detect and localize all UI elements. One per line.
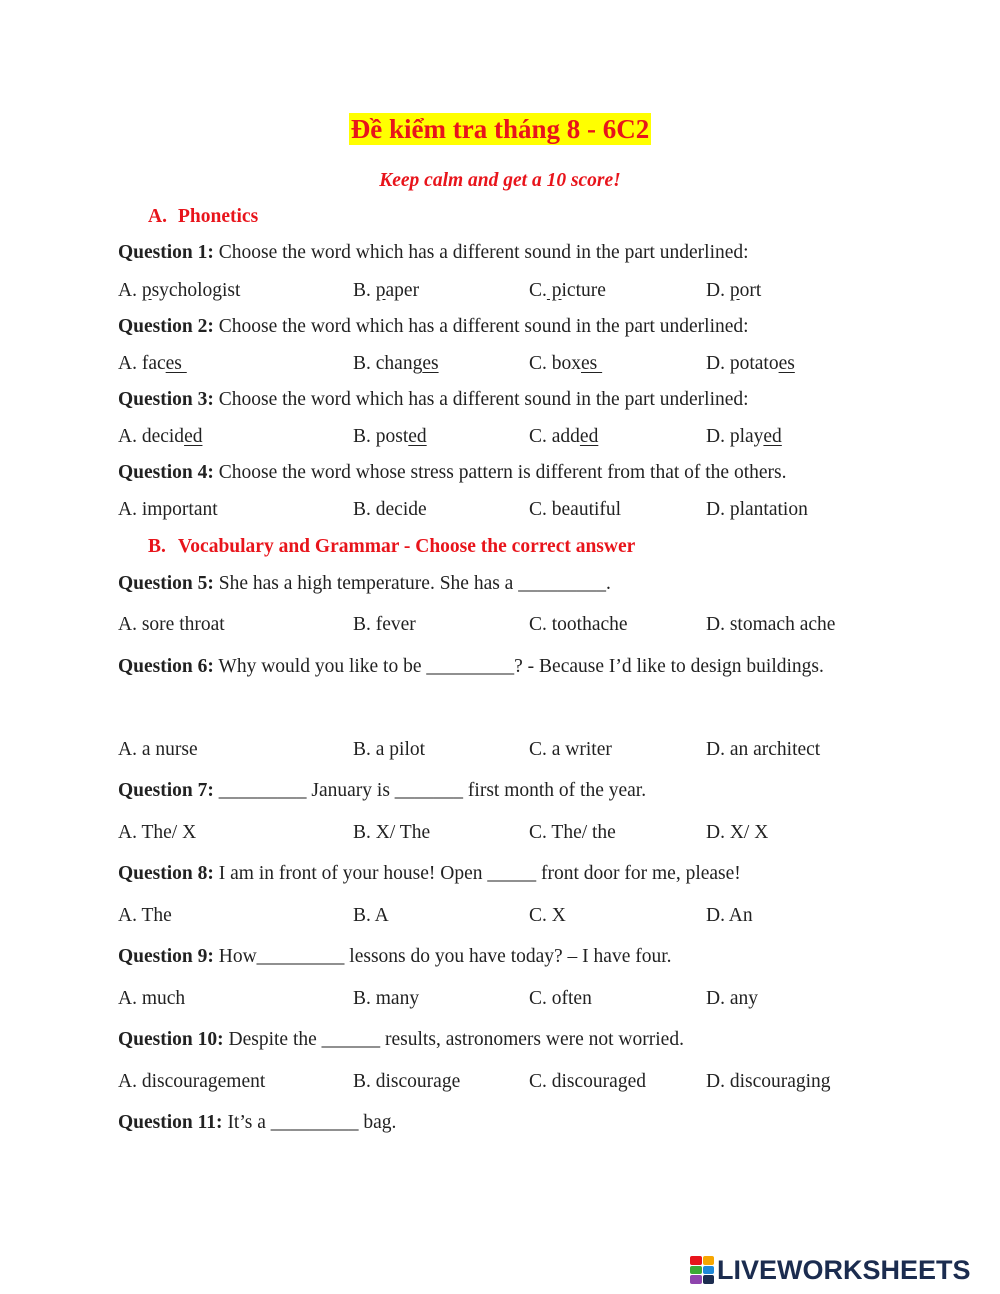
section-b-heading xyxy=(148,536,635,558)
page-title-text: Đề kiểm tra tháng 8 - 6C2 xyxy=(350,114,650,144)
question-1-label: Question 1: xyxy=(118,242,214,263)
question-6-label: Question 6: xyxy=(118,656,214,677)
liveworksheets-logo-icon xyxy=(690,1256,714,1284)
question-2-text: Choose the word which has a different sound in the part underlined: xyxy=(213,316,749,337)
question-4-text: Choose the word whose stress pattern is different from that of the others. xyxy=(213,462,787,483)
question-3 xyxy=(118,389,882,411)
logo-tile-6 xyxy=(703,1275,715,1284)
question-2-options xyxy=(118,353,918,379)
question-8-options xyxy=(118,905,918,931)
question-8 xyxy=(118,863,882,885)
section-a-letter: A. xyxy=(148,206,167,227)
q8-option-a[interactable]: A. The xyxy=(118,905,172,926)
q8-option-c[interactable]: C. X xyxy=(529,905,566,926)
question-4-options xyxy=(118,499,918,525)
q6-option-b[interactable]: B. a pilot xyxy=(353,739,426,760)
q10-option-c[interactable]: C. discouraged xyxy=(529,1071,646,1092)
question-4 xyxy=(118,462,882,484)
q2-option-c[interactable]: C. boxes xyxy=(529,353,603,374)
logo-tile-2 xyxy=(703,1256,715,1265)
q8-option-b[interactable]: B. A xyxy=(353,905,389,926)
q3-option-a[interactable]: A. decided xyxy=(118,426,203,447)
question-11 xyxy=(118,1112,882,1134)
question-1 xyxy=(118,242,882,264)
question-2 xyxy=(118,316,882,338)
question-10-label: Question 10: xyxy=(118,1029,224,1050)
question-5-options xyxy=(118,614,918,640)
q2-option-b[interactable]: B. changes xyxy=(353,353,439,374)
question-7-text: _________ January is _______ first month of the year. xyxy=(213,780,647,801)
logo-tile-4 xyxy=(703,1266,715,1275)
q3-option-d[interactable]: D. played xyxy=(706,426,782,447)
q1-option-b[interactable]: B. paper xyxy=(353,280,420,301)
q9-option-d[interactable]: D. any xyxy=(706,988,758,1009)
question-5-label: Question 5: xyxy=(118,573,214,594)
question-3-options xyxy=(118,426,918,452)
logo-text: LIVEWORKSHEETS xyxy=(717,1254,971,1285)
question-7-options xyxy=(118,822,918,848)
question-11-label: Question 11: xyxy=(118,1112,223,1133)
q4-option-c[interactable]: C. beautiful xyxy=(529,499,622,520)
question-5-text: She has a high temperature. She has a _________. xyxy=(213,573,611,594)
q6-option-a[interactable]: A. a nurse xyxy=(118,739,198,760)
question-8-label: Question 8: xyxy=(118,863,214,884)
page-title xyxy=(0,114,1000,145)
question-8-text: I am in front of your house! Open _____ front door for me, please! xyxy=(213,863,741,884)
liveworksheets-logo[interactable] xyxy=(690,1254,990,1286)
q5-option-d[interactable]: D. stomach ache xyxy=(706,614,836,635)
q10-option-b[interactable]: B. discourage xyxy=(353,1071,461,1092)
q5-option-b[interactable]: B. fever xyxy=(353,614,416,635)
q4-option-b[interactable]: B. decide xyxy=(353,499,427,520)
section-b-title: Vocabulary and Grammar - Choose the correct answer xyxy=(178,536,636,557)
q5-option-a[interactable]: A. sore throat xyxy=(118,614,225,635)
q10-option-d[interactable]: D. discouraging xyxy=(706,1071,831,1092)
question-9 xyxy=(118,946,882,968)
section-b-letter: B. xyxy=(148,536,166,557)
q7-option-d[interactable]: D. X/ X xyxy=(706,822,769,843)
q5-option-c[interactable]: C. toothache xyxy=(529,614,628,635)
question-6 xyxy=(118,646,882,687)
question-9-options xyxy=(118,988,918,1014)
question-7-label: Question 7: xyxy=(118,780,214,801)
question-4-label: Question 4: xyxy=(118,462,214,483)
q9-option-b[interactable]: B. many xyxy=(353,988,420,1009)
question-5 xyxy=(118,573,882,595)
question-11-text: It’s a _________ bag. xyxy=(222,1112,397,1133)
q6-option-c[interactable]: C. a writer xyxy=(529,739,612,760)
q8-option-d[interactable]: D. An xyxy=(706,905,753,926)
logo-tile-1 xyxy=(690,1256,702,1265)
question-2-label: Question 2: xyxy=(118,316,214,337)
page-subtitle: Keep calm and get a 10 score! xyxy=(379,170,621,191)
q3-option-c[interactable]: C. added xyxy=(529,426,599,447)
q1-option-a[interactable]: A. psychologist xyxy=(118,280,241,301)
question-9-text: How_________ lessons do you have today? – I have four. xyxy=(213,946,672,967)
q1-option-c[interactable]: C. picture xyxy=(529,280,606,301)
question-7 xyxy=(118,780,882,802)
q6-option-d[interactable]: D. an architect xyxy=(706,739,821,760)
question-10-text: Despite the ______ results, astronomers were not worried. xyxy=(223,1029,684,1050)
question-6-options xyxy=(118,739,918,765)
question-1-text: Choose the word which has a different sound in the part underlined: xyxy=(213,242,749,263)
question-9-label: Question 9: xyxy=(118,946,214,967)
q3-option-b[interactable]: B. posted xyxy=(353,426,427,447)
logo-tile-3 xyxy=(690,1266,702,1275)
q2-option-a[interactable]: A. faces xyxy=(118,353,187,374)
q4-option-a[interactable]: A. important xyxy=(118,499,218,520)
question-10-options xyxy=(118,1071,918,1097)
q4-option-d[interactable]: D. plantation xyxy=(706,499,808,520)
logo-tile-5 xyxy=(690,1275,702,1284)
question-3-label: Question 3: xyxy=(118,389,214,410)
q9-option-a[interactable]: A. much xyxy=(118,988,186,1009)
q7-option-b[interactable]: B. X/ The xyxy=(353,822,431,843)
q9-option-c[interactable]: C. often xyxy=(529,988,592,1009)
q2-option-d[interactable]: D. potatoes xyxy=(706,353,795,374)
question-10 xyxy=(118,1029,882,1051)
section-a-heading xyxy=(148,206,258,228)
question-3-text: Choose the word which has a different sound in the part underlined: xyxy=(213,389,749,410)
q1-option-d[interactable]: D. port xyxy=(706,280,762,301)
q7-option-c[interactable]: C. The/ the xyxy=(529,822,616,843)
section-a-title: Phonetics xyxy=(178,206,259,227)
question-6-text: Why would you like to be _________? - Because I’d like to design buildings. xyxy=(213,656,824,677)
q10-option-a[interactable]: A. discouragement xyxy=(118,1071,266,1092)
q7-option-a[interactable]: A. The/ X xyxy=(118,822,197,843)
question-1-options xyxy=(118,280,918,306)
